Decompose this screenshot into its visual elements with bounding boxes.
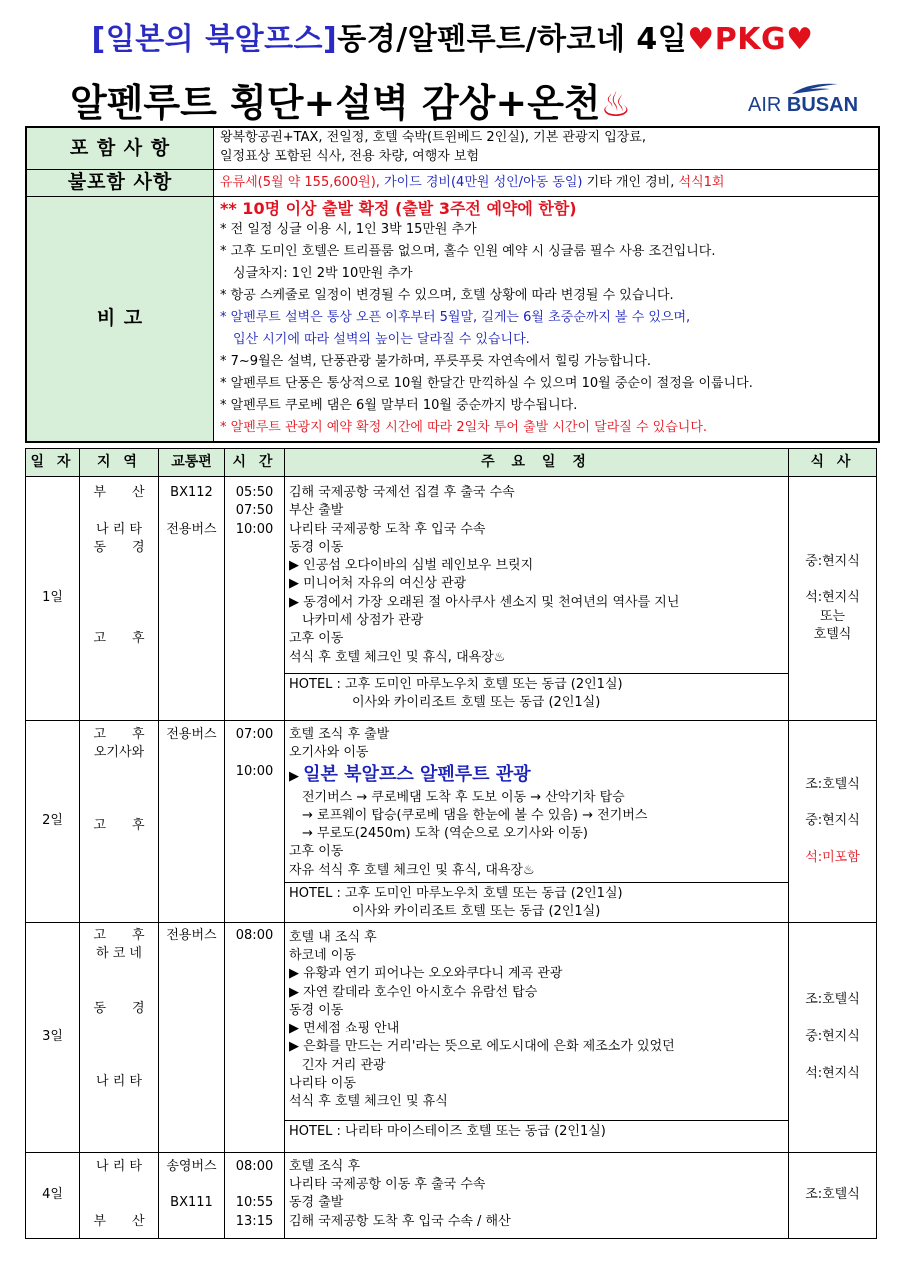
day-transport: 전용버스: [159, 721, 225, 923]
remark-line: * 고후 도미인 호텔은 트리플룸 없으며, 홀수 인원 예약 시 싱글룸 필수 사용 조건입니다.: [220, 243, 716, 259]
remark-line: 입산 시기에 따라 설벽의 높이는 달라질 수 있습니다.: [233, 331, 530, 347]
header-transport: 교통편: [159, 449, 225, 477]
header-region: 지 역: [80, 449, 159, 477]
remarks-label: 비 고: [26, 196, 214, 442]
remarks-content: [214, 196, 880, 442]
remark-line: * 알펜루트 관광지 예약 확정 시간에 따라 2일차 투어 출발 시간이 달라질 수 있습니다.: [220, 419, 708, 435]
day-label: 4일: [26, 1152, 80, 1238]
heart-icon: ♥: [687, 22, 715, 57]
remark-line: * 알펜루트 단풍은 통상적으로 10월 한달간 만끽하실 수 있으며 10월 중순이 절정을 이룹니다.: [220, 375, 753, 391]
title-bracket: [일본의 북알프스]: [91, 22, 338, 57]
arrow-icon: ▶: [289, 768, 304, 784]
day-row: [26, 922, 877, 1152]
onsen-icon: ♨: [600, 85, 632, 125]
included-line: 일정표상 포함된 식사, 전용 차량, 여행자 보험: [220, 149, 480, 164]
included-line: 왕복항공권+TAX, 전일정, 호텔 숙박(트윈베드 2인실), 기본 관광지 입장료,: [220, 130, 647, 145]
excluded-guide: 가이드 경비(4만원 성인/아동 동일): [379, 175, 583, 190]
day-label: 3일: [26, 922, 80, 1152]
remark-line: * 전 일정 싱글 이용 시, 1인 3박 15만원 추가: [220, 221, 477, 237]
excluded-fuel: 유류세(5월 약 155,600원),: [220, 175, 380, 190]
remark-line: * 7~9월은 설벽, 단풍관광 불가하며, 푸릇푸릇 자연속에서 힐링 가능합니다.: [220, 353, 652, 369]
day-regions: 고 후 오기사와 고 후: [80, 721, 159, 923]
day-transport: 전용버스: [159, 922, 225, 1152]
hotel-info: HOTEL : 고후 도미인 마루노우치 호텔 또는 동급 (2인1실) 이사와 카이리조트 호텔 또는 동급 (2인1실): [285, 882, 788, 922]
day-itinerary: 호텔 조식 후 출발 오기사와 이동 ▶ 일본 북알프스 알펜루트 관광 전기버스 → 쿠로베댐 도착 후 도보 이동 → 산악기차 탑승 → 로프웨이 탑승(쿠로베 댐을 한눈에 볼 수 있음) → 전기버스 → 무로도(2450m) 도착 (역순으로 오기사와 이동) 고후 이동 자유 석식 후 호텔 체크인 및 휴식, 대욕장♨ HOTEL : 고후 도미인 마루노우치 호텔 또는 동급 (2인1실) 이사와 카이리조트 호텔 또는 동급 (2인1실): [285, 721, 789, 923]
day-times: 07:00 10:00: [225, 721, 285, 923]
day-meals: 중:현지식 석:현지식 또는 호텔식: [789, 477, 877, 721]
remark-line: * 항공 스케줄로 일정이 변경될 수 있으며, 호텔 상황에 따라 변경될 수 있습니다.: [220, 287, 674, 303]
day-times: 05:50 07:50 10:00: [225, 477, 285, 721]
day-times: 08:00 10:55 13:15: [225, 1152, 285, 1238]
airline-logo-text: AIR BUSAN: [748, 94, 859, 116]
remark-line: * 알펜루트 쿠로베 댐은 6월 말부터 10월 중순까지 방수됩니다.: [220, 397, 578, 413]
excluded-content: [214, 169, 880, 196]
day-regions: 부 산 나 리 타 동 경 고 후: [80, 477, 159, 721]
day-transport: BX112 전용버스: [159, 477, 225, 721]
excluded-etc: 기타 개인 경비,: [582, 175, 679, 190]
day-label: 2일: [26, 721, 80, 923]
day-meals: 조:호텔식: [789, 1152, 877, 1238]
day-row: [26, 1152, 877, 1238]
page-title: [0, 14, 905, 58]
day-regions: 고 후 하 코 네 동 경 나 리 타: [80, 922, 159, 1152]
heart-icon: ♥: [786, 22, 814, 57]
remark-line: * 알펜루트 설벽은 통상 오픈 이후부터 5월말, 길게는 6월 초중순까지 볼 수 있으며,: [220, 309, 691, 325]
day-itinerary: 호텔 내 조식 후 하코네 이동 ▶ 유황과 연기 피어나는 오오와쿠다니 계곡 관광 ▶ 자연 칼데라 호수인 아시호수 유람선 탑승 동경 이동 ▶ 면세점 쇼핑 안내 ▶ 은화를 만드는 거리'라는 뜻으로 에도시대에 은화 제조소가 있었던 긴자 거리 관광 나리타 이동 석식 후 호텔 체크인 및 휴식 HOTEL : 나리타 마이스테이즈 호텔 또는 동급 (2인1실): [285, 922, 789, 1152]
day-transport: 송영버스 BX111: [159, 1152, 225, 1238]
day-meals: 조:호텔식 중:현지식 석:미포함: [789, 721, 877, 923]
hotel-info: HOTEL : 고후 도미인 마루노우치 호텔 또는 동급 (2인1실) 이사와 카이리조트 호텔 또는 동급 (2인1실): [285, 673, 788, 713]
highlight-tour: 일본 북알프스 알펜루트 관광: [303, 763, 531, 785]
title-pkg: PKG: [714, 22, 787, 57]
day-itinerary: 호텔 조식 후 나리타 국제공항 이동 후 출국 수속 동경 출발 김해 국제공항 도착 후 입국 수속 / 해산: [285, 1152, 789, 1238]
header-meal: 식 사: [789, 449, 877, 477]
remark-confirm: ** 10명 이상 출발 확정 (출발 3주전 예약에 한함): [220, 198, 577, 218]
included-content: [214, 127, 880, 169]
header-time: 시 간: [225, 449, 285, 477]
day-row: [26, 477, 877, 721]
header-itinerary: 주 요 일 정: [285, 449, 789, 477]
day-meals: 조:호텔식 중:현지식 석:현지식: [789, 922, 877, 1152]
title-rest: 동경/알펜루트/하코네 4일: [337, 22, 688, 57]
remark-line: 싱글차지: 1인 2박 10만원 추가: [233, 265, 413, 281]
day-row: [26, 721, 877, 923]
hotel-info: HOTEL : 나리타 마이스테이즈 호텔 또는 동급 (2인1실): [285, 1120, 788, 1141]
itinerary-table: [25, 448, 877, 1239]
air-busan-logo: [740, 80, 859, 122]
excluded-dinner: 석식1회: [678, 175, 725, 190]
day-times: 08:00: [225, 922, 285, 1152]
day-regions: 나 리 타 부 산: [80, 1152, 159, 1238]
page-subtitle: [70, 72, 631, 127]
day-label: 1일: [26, 477, 80, 721]
header-day: 일 자: [26, 449, 80, 477]
subtitle-text: 알펜루트 횡단+설벽 감상+온천: [70, 81, 601, 125]
included-label: 포 함 사 항: [26, 127, 214, 169]
excluded-label: 불포함 사항: [26, 169, 214, 196]
package-info-table: [25, 126, 880, 443]
day-itinerary: 김해 국제공항 국제선 집결 후 출국 수속 부산 출발 나리타 국제공항 도착 후 입국 수속 동경 이동 ▶ 인공섬 오다이바의 심벌 레인보우 브릿지 ▶ 미니어처 자유의 여신상 관광 ▶ 동경에서 가장 오래된 절 아사쿠사 센소지 및 천여년의 역사를 지닌 나카미세 상점가 관광 고후 이동 석식 후 호텔 체크인 및 휴식, 대욕장♨ HOTEL : 고후 도미인 마루노우치 호텔 또는 동급 (2인1실) 이사와 카이리조트 호텔 또는 동급 (2인1실): [285, 477, 789, 721]
